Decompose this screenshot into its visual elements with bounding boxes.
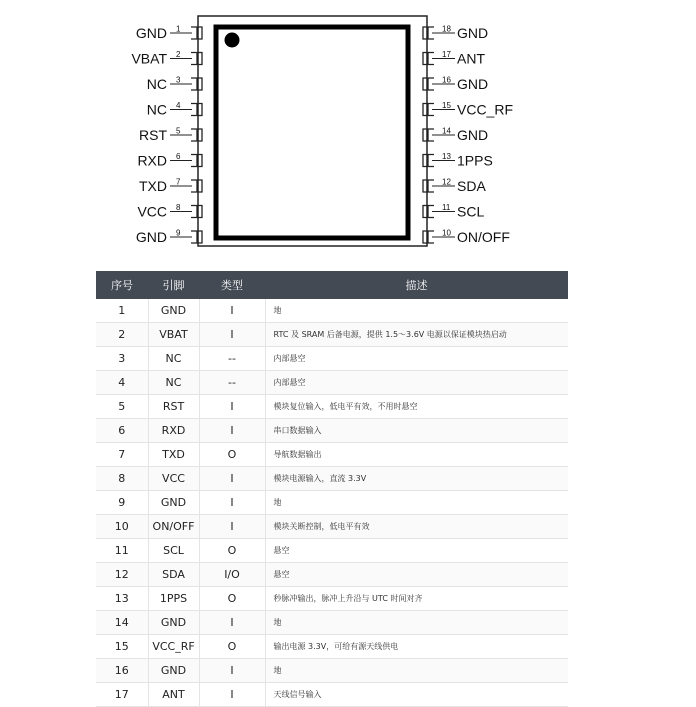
table-row — [96, 467, 568, 491]
cell-description: 地 — [265, 299, 568, 323]
pin-number: 13 — [442, 152, 451, 161]
pin-number: 10 — [442, 228, 451, 238]
cell-description: RTC 及 SRAM 后备电源，提供 1.5～3.6V 电源以保证模块热启动 — [265, 323, 568, 347]
cell-index: 4 — [96, 371, 148, 395]
cell-type: -- — [199, 347, 265, 371]
cell-type: I — [199, 299, 265, 323]
cell-type: I — [199, 419, 265, 443]
table-row — [96, 299, 568, 323]
cell-type: O — [199, 443, 265, 467]
cell-pin: ON/OFF — [148, 515, 199, 539]
cell-pin: NC — [148, 347, 199, 371]
cell-description: 内部悬空 — [265, 347, 568, 371]
pin-pad-icon — [191, 53, 202, 65]
pin-label: NC — [146, 101, 167, 118]
table-row — [96, 563, 568, 587]
pin-number: 8 — [176, 203, 181, 212]
pin-pad-icon — [191, 180, 202, 192]
cell-description: 悬空 — [265, 539, 568, 563]
table-row — [96, 371, 568, 395]
cell-pin: TXD — [148, 443, 199, 467]
table-row — [96, 419, 568, 443]
pin-number: 17 — [442, 50, 451, 59]
table-row — [96, 347, 568, 371]
cell-pin: GND — [148, 491, 199, 515]
pin-number: 14 — [442, 126, 451, 136]
cell-type: I/O — [199, 563, 265, 587]
pin-label: ANT — [457, 50, 485, 67]
cell-index: 6 — [96, 419, 148, 443]
pin-number: 2 — [176, 50, 181, 59]
header-type: 类型 — [199, 271, 265, 299]
pin-label: VCC — [137, 203, 167, 220]
cell-pin: RXD — [148, 419, 199, 443]
cell-description: 内部悬空 — [265, 371, 568, 395]
table-row — [96, 443, 568, 467]
header-index: 序号 — [96, 271, 148, 299]
cell-index: 1 — [96, 299, 148, 323]
cell-type: O — [199, 539, 265, 563]
cell-index: 8 — [96, 467, 148, 491]
pin-number: 3 — [176, 75, 181, 85]
cell-pin: GND — [148, 659, 199, 683]
pin-label: SDA — [457, 178, 486, 194]
pin-label: TXD — [139, 178, 167, 194]
pin-label: 1PPS — [457, 152, 493, 169]
module-outline — [198, 16, 427, 246]
pinout-diagram — [0, 0, 696, 262]
cell-pin: 1PPS — [148, 587, 199, 611]
table-row — [96, 611, 568, 635]
pin-label: GND — [457, 76, 489, 92]
cell-type: I — [199, 683, 265, 707]
cell-description: 输出电源 3.3V，可给有源天线供电 — [265, 635, 568, 659]
right-pin-group — [423, 25, 513, 246]
cell-description: 秒脉冲输出，脉冲上升沿与 UTC 时间对齐 — [265, 587, 568, 611]
pin-label: VBAT — [131, 50, 167, 67]
cell-index: 14 — [96, 611, 148, 635]
cell-index: 16 — [96, 659, 148, 683]
table-header-row — [96, 271, 568, 299]
pin-pad-icon — [191, 129, 202, 141]
cell-index: 11 — [96, 539, 148, 563]
cell-index: 3 — [96, 347, 148, 371]
header-description: 描述 — [265, 271, 568, 299]
cell-index: 15 — [96, 635, 148, 659]
cell-index: 2 — [96, 323, 148, 347]
pin-label: VCC_RF — [457, 101, 514, 118]
cell-description: 串口数据输入 — [265, 419, 568, 443]
pin-label: RST — [139, 127, 167, 143]
cell-type: I — [199, 515, 265, 539]
cell-index: 12 — [96, 563, 148, 587]
cell-type: O — [199, 635, 265, 659]
cell-pin: GND — [148, 299, 199, 323]
cell-description: 天线信号输入 — [265, 683, 568, 707]
cell-type: I — [199, 323, 265, 347]
cell-description: 导航数据输出 — [265, 443, 568, 467]
module-inner-frame — [216, 27, 408, 238]
pin-number: 7 — [176, 177, 181, 187]
pin-label: GND — [135, 229, 167, 245]
table-row — [96, 659, 568, 683]
table-row — [96, 323, 568, 347]
pin-label: GND — [457, 25, 489, 41]
table-row — [96, 683, 568, 707]
pin-pad-icon — [191, 104, 202, 116]
cell-pin: RST — [148, 395, 199, 419]
cell-type: I — [199, 491, 265, 515]
header-pin: 引脚 — [148, 271, 199, 299]
pin-label: GND — [457, 127, 489, 143]
pin-number: 4 — [176, 101, 181, 110]
cell-description: 模块关断控制，低电平有效 — [265, 515, 568, 539]
table-row — [96, 539, 568, 563]
cell-type: I — [199, 659, 265, 683]
cell-pin: VCC — [148, 467, 199, 491]
cell-index: 7 — [96, 443, 148, 467]
pin-number: 18 — [442, 24, 451, 34]
pin-description-table — [96, 271, 568, 707]
cell-description: 悬空 — [265, 563, 568, 587]
pin-pad-icon — [191, 78, 202, 90]
cell-type: I — [199, 611, 265, 635]
pin-label: NC — [146, 76, 167, 92]
pin-number: 6 — [176, 152, 181, 161]
pin-number: 9 — [176, 228, 181, 238]
cell-description: 地 — [265, 491, 568, 515]
pin-label: RXD — [137, 152, 167, 169]
cell-index: 5 — [96, 395, 148, 419]
cell-pin: VCC_RF — [148, 635, 199, 659]
cell-type: I — [199, 395, 265, 419]
table-row — [96, 515, 568, 539]
pin-number: 11 — [442, 203, 451, 212]
pin-pad-icon — [191, 155, 202, 167]
cell-pin: GND — [148, 611, 199, 635]
cell-type: I — [199, 467, 265, 491]
table-row — [96, 635, 568, 659]
cell-index: 9 — [96, 491, 148, 515]
pin-number: 16 — [442, 75, 451, 85]
cell-index: 17 — [96, 683, 148, 707]
pin1-marker-dot — [225, 33, 240, 48]
left-pin-group — [131, 25, 202, 246]
pin-label: ON/OFF — [457, 229, 510, 245]
cell-pin: VBAT — [148, 323, 199, 347]
pin-number: 15 — [442, 101, 451, 110]
cell-pin: SCL — [148, 539, 199, 563]
pin-number: 12 — [442, 177, 451, 187]
pin-pad-icon — [191, 27, 202, 39]
cell-description: 地 — [265, 611, 568, 635]
pin-pad-icon — [191, 206, 202, 218]
cell-pin: NC — [148, 371, 199, 395]
cell-description: 模块复位输入，低电平有效，不用时悬空 — [265, 395, 568, 419]
pin-number: 5 — [176, 126, 181, 136]
table-row — [96, 491, 568, 515]
cell-type: -- — [199, 371, 265, 395]
cell-index: 13 — [96, 587, 148, 611]
cell-pin: ANT — [148, 683, 199, 707]
cell-pin: SDA — [148, 563, 199, 587]
cell-description: 模块电源输入，直流 3.3V — [265, 467, 568, 491]
pin-number: 1 — [176, 24, 181, 34]
table-row — [96, 587, 568, 611]
pin-pad-icon — [191, 231, 202, 243]
pin-label: GND — [135, 25, 167, 41]
cell-type: O — [199, 587, 265, 611]
pin-label: SCL — [457, 203, 485, 220]
cell-index: 10 — [96, 515, 148, 539]
cell-description: 地 — [265, 659, 568, 683]
table-row — [96, 395, 568, 419]
